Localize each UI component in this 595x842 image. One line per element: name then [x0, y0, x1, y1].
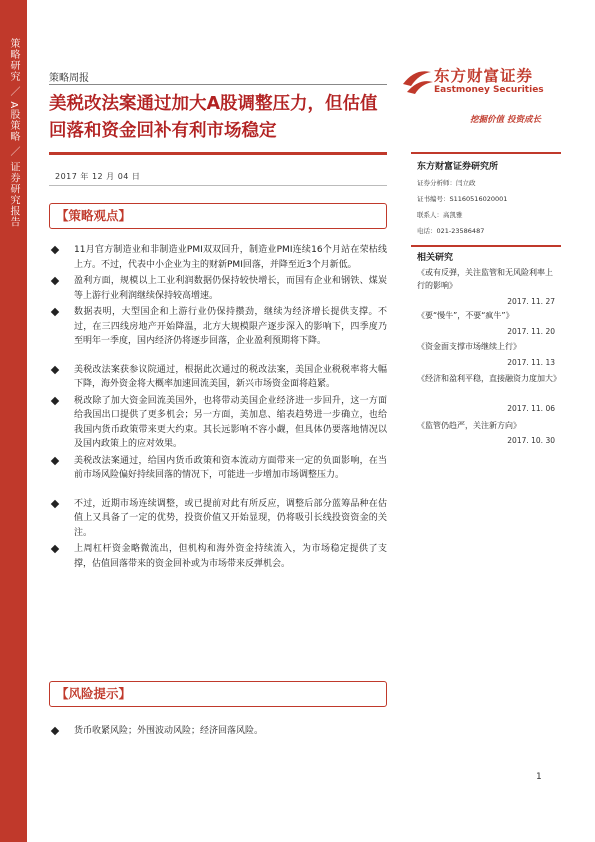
- report-date: 2017 年 12 月 04 日: [55, 172, 141, 181]
- analyst-line: 证券分析师：闫立政: [417, 179, 476, 187]
- header-divider: [49, 84, 387, 85]
- institute-top-rule: [411, 152, 561, 154]
- list-item: 货币收紧风险；外围波动风险；经济回落风险。: [49, 724, 387, 739]
- diamond-bullet-icon: [51, 277, 59, 285]
- sidebar-band: [0, 0, 27, 842]
- diamond-bullet-icon: [51, 499, 59, 507]
- related-item[interactable]: 《资金面支撑市场继续上行》: [417, 342, 521, 351]
- risk-points: [49, 724, 387, 741]
- page-title: 美税改法案通过加大A股调整压力，但估值回落和资金回补有利市场稳定: [49, 94, 378, 141]
- list-item: 盈利方面，规模以上工业利润数据仍保持较快增长，而国有企业和钢铁、煤炭等上游行业利润继续保持较高增速。: [49, 274, 387, 303]
- strategy-points: [49, 243, 387, 573]
- list-item: 美税改法案通过，给国内货币政策和资本流动方面带来一定的负面影响，在当前市场风险偏好持续回落的情况下，可能进一步增加市场调整压力。: [49, 454, 387, 483]
- related-top-rule: [411, 245, 561, 247]
- diamond-bullet-icon: [51, 365, 59, 373]
- list-item: 不过，近期市场连续调整，或已提前对此有所反应，调整后部分蓝筹品种在估值上又具备了一定的优势，投资价值又开始显现，仍将吸引长线投资资金的关注。: [49, 497, 387, 541]
- strategy-heading: 【策略观点】: [56, 208, 132, 223]
- related-item[interactable]: 《监管仍趋严，关注新方向》: [417, 421, 521, 430]
- related-item-date: 2017. 11. 13: [507, 358, 555, 367]
- brand-slogan: 挖掘价值 投资成长: [470, 115, 541, 125]
- page-number: 1: [536, 772, 542, 782]
- risk-heading: 【风险提示】: [56, 686, 132, 701]
- report-type: 策略周报: [49, 73, 89, 84]
- list-item: 数据表明，大型国企和上游行业仍保持攒劲，继续为经济增长提供支撑。不过，在三四线房地产开始降温，北方大规模限产逐步深入的影响下，四季度乃至明年一季度，国内经济仍将逐步回落，企业盈利预期将下降。: [49, 305, 387, 349]
- institute-name: 东方财富证券研究所: [417, 162, 499, 172]
- related-item-date: 2017. 11. 20: [507, 327, 555, 336]
- title-divider: [49, 152, 387, 155]
- diamond-bullet-icon: [51, 396, 59, 404]
- diamond-bullet-icon: [51, 308, 59, 316]
- brand-name-en: Eastmoney Securities: [434, 85, 544, 95]
- list-item: 上周杠杆资金略微流出，但机构和海外资金持续流入，为市场稳定提供了支撑，估值回落带来的资金回补或为市场带来反弹机会。: [49, 542, 387, 571]
- diamond-bullet-icon: [51, 246, 59, 254]
- phone-line: 电话：021-23586487: [417, 227, 485, 235]
- related-item[interactable]: 《要“慢牛”，不要“疯牛”》: [417, 311, 514, 320]
- related-heading: 相关研究: [417, 253, 454, 263]
- list-item: 11月官方制造业和非制造业PMI双双回升，制造业PMI连续16个月站在荣枯线上方。不过，代表中小企业为主的财新PMI回落，并降至近3个月新低。: [49, 243, 387, 272]
- related-item[interactable]: 《或有反弹，关注监管和无风险利率上行的影响》: [417, 268, 553, 290]
- related-item[interactable]: 《经济和盈利平稳，直接融资力度加大》: [417, 374, 561, 383]
- contact-person-line: 联系人：高凯雅: [417, 211, 463, 219]
- diamond-bullet-icon: [51, 456, 59, 464]
- diamond-bullet-icon: [51, 545, 59, 553]
- related-item-date: 2017. 11. 27: [507, 297, 555, 306]
- related-item-date: 2017. 11. 06: [507, 404, 555, 413]
- brand-name-cn: 东方财富证券: [434, 67, 534, 85]
- certificate-line: 证书编号：S1160516020001: [417, 195, 508, 203]
- list-item: 美税改法案获参议院通过，根据此次通过的税改法案，美国企业税税率将大幅下降，海外资金将大概率加速回流美国，新兴市场资金面将趋紧。: [49, 363, 387, 392]
- sidebar-category: 策略研究 ／ A股策略 ／ 证券研究报告: [8, 38, 19, 228]
- related-item-date: 2017. 10. 30: [507, 436, 555, 445]
- diamond-bullet-icon: [51, 727, 59, 735]
- date-divider: [49, 185, 387, 186]
- list-item: 税改除了加大资金回流美国外，也将带动美国企业经济进一步回升，这一方面给我国出口提供了更多机会；另一方面，美加息、缩表趋势进一步确立，也给我国内货币政策带来更大约束。其长远影响不容小觑，但具体仍要落地情况以及国内政策上的应对效果。: [49, 394, 387, 452]
